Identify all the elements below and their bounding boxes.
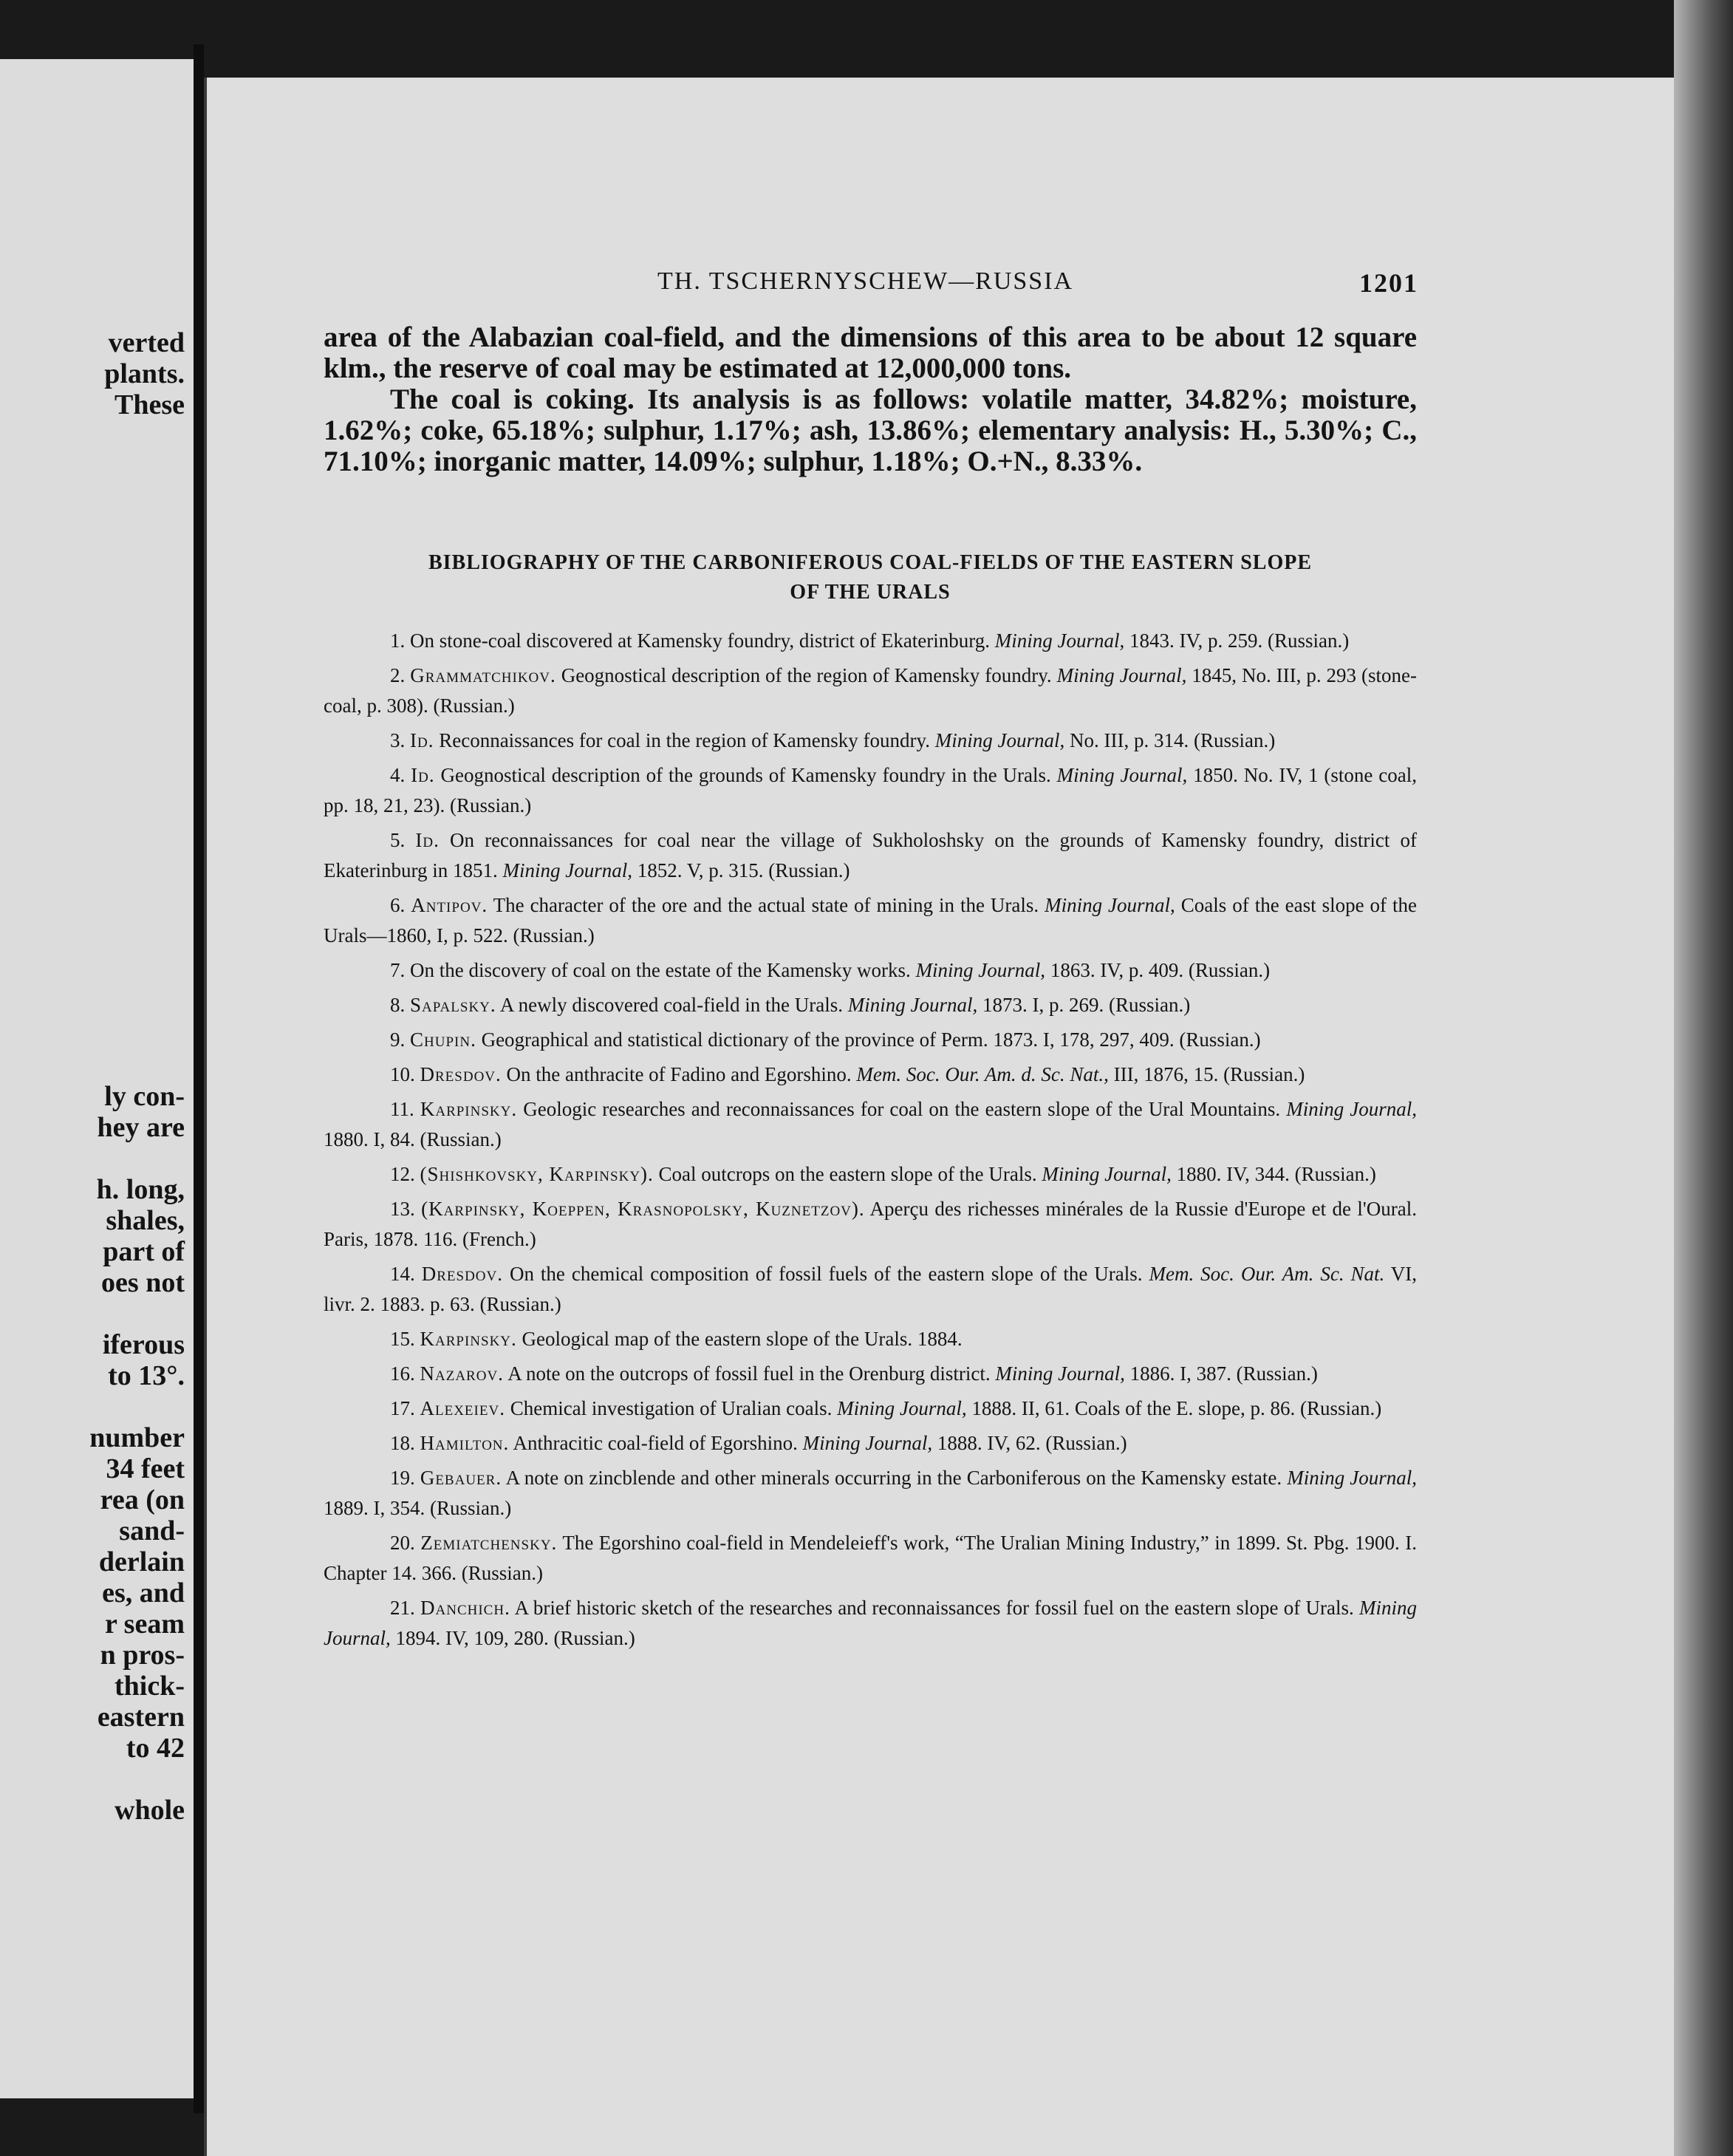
entry-author: Grammatchikov. xyxy=(410,664,556,686)
entry-author: Gebauer. xyxy=(420,1467,502,1489)
entry-details: 1880. IV, 344. (Russian.) xyxy=(1176,1163,1376,1185)
entry-author: Danchich. xyxy=(420,1597,510,1619)
entry-number: 4. xyxy=(390,764,406,786)
entry-details: 1852. V, p. 315. (Russian.) xyxy=(637,859,850,881)
entry-journal: Mining Journal, xyxy=(1056,764,1188,786)
entry-title: The Egorshino coal-field in Mendeleieff's work, “The Uralian Mining Industry,” in 1899. St. Pbg. 1900. I. Chapter 14. 366. xyxy=(324,1532,1418,1584)
entry-title: On reconnaissances for coal near the village of Sukholoshsky on the grounds of Kamensky foundry, district of Ekaterinburg in 1851. xyxy=(324,829,1418,881)
entry-details: No. III, p. 314. (Russian.) xyxy=(1070,729,1276,751)
entry-author: Alexeiev. xyxy=(420,1397,505,1419)
entry-author: Nazarov. xyxy=(420,1362,504,1385)
entry-author: Karpinsky. xyxy=(420,1328,517,1350)
bibliography-entry xyxy=(324,955,1417,986)
entry-author: Zemiatchensky. xyxy=(420,1532,558,1554)
entry-number: 21. xyxy=(390,1597,415,1619)
entry-journal: Mining Journal, xyxy=(994,630,1125,652)
entry-title: Geognostical description of the region of Kamensky foundry. xyxy=(561,664,1052,686)
entry-journal: Mining Journal, xyxy=(1042,1163,1172,1185)
entry-number: 20. xyxy=(390,1532,415,1554)
entry-number: 8. xyxy=(390,994,406,1016)
left-text-line: h. long, xyxy=(96,1174,185,1205)
entry-title: Geographical and statistical dictionary of the province of Perm. xyxy=(481,1028,988,1051)
entry-title: A newly discovered coal-field in the Urals. xyxy=(499,994,844,1016)
left-text-line: shales, xyxy=(106,1205,185,1236)
left-text-line: sand- xyxy=(119,1515,185,1546)
entry-title: Aperçu des richesses minérales de la Russie d'Europe et de l'Oural. Paris, 1878. 116. xyxy=(324,1198,1417,1250)
page-edge-shadow xyxy=(1674,0,1733,2156)
left-text-line: whole xyxy=(114,1795,185,1826)
entry-number: 12. xyxy=(390,1163,415,1185)
entry-number: 17. xyxy=(390,1397,415,1419)
left-text-line: eastern xyxy=(97,1702,185,1733)
entry-number: 6. xyxy=(390,894,406,916)
entry-journal: Mining Journal, xyxy=(502,859,632,881)
bibliography-entry xyxy=(324,1194,1417,1255)
bibliography-list xyxy=(324,626,1417,1658)
entry-author: (Shishkovsky, Karpinsky). xyxy=(420,1163,654,1185)
left-text-line: part of xyxy=(103,1236,185,1267)
entry-journal: Mining Journal, xyxy=(802,1432,933,1454)
entry-journal: Mining Journal, xyxy=(847,994,978,1016)
left-text-line: hey are xyxy=(97,1112,185,1143)
bibliography-entry xyxy=(324,1593,1417,1654)
bibliography-entry xyxy=(324,661,1417,721)
entry-details: 1845, No. III, p. 293 (stone-coal, p. 308). (Russian.) xyxy=(324,664,1417,717)
entry-title: Chemical investigation of Uralian coals. xyxy=(510,1397,833,1419)
bibliography-entry xyxy=(324,1060,1417,1090)
bibliography-entry xyxy=(324,990,1417,1020)
bibliography-entry xyxy=(324,1094,1417,1155)
entry-journal: Mining Journal, xyxy=(995,1362,1125,1385)
entry-author: Id. xyxy=(415,829,440,851)
left-text-line: oes not xyxy=(101,1267,185,1298)
bibliography-entry xyxy=(324,760,1417,821)
bibliography-entry xyxy=(324,890,1417,951)
entry-author: Id. xyxy=(410,729,434,751)
left-text-line: to 13°. xyxy=(108,1360,185,1391)
bibliography-entry xyxy=(324,1159,1417,1190)
left-text-line: number xyxy=(89,1422,185,1453)
entry-details: Coals of the east slope of the Urals—1860, I, p. 522. (Russian.) xyxy=(324,894,1417,946)
entry-number: 9. xyxy=(390,1028,406,1051)
entry-details: (French.) xyxy=(462,1228,536,1250)
left-text-line: plants. xyxy=(104,358,185,389)
running-head: TH. TSCHERNYSCHEW—RUSSIA xyxy=(657,267,1074,295)
entry-number: 5. xyxy=(390,829,406,851)
entry-details: 1888. II, 61. Coals of the E. slope, p. 86. (Russian.) xyxy=(971,1397,1382,1419)
entry-journal: Mining Journal, xyxy=(1286,1098,1418,1120)
entry-title: On the chemical composition of fossil fuels of the eastern slope of the Urals. xyxy=(509,1263,1143,1285)
bibliography-entry xyxy=(324,626,1417,656)
entry-journal: Mem. Soc. Our. Am. Sc. Nat. xyxy=(1149,1263,1385,1285)
entry-title: A note on zincblende and other minerals occurring in the Carboniferous on the Kamensky estate. xyxy=(505,1467,1282,1489)
entry-details: (Russian.) xyxy=(461,1562,543,1584)
entry-journal: Mem. Soc. Our. Am. d. Sc. Nat., xyxy=(856,1063,1109,1085)
entry-details: 1843. IV, p. 259. (Russian.) xyxy=(1129,630,1350,652)
entry-author: Sapalsky. xyxy=(410,994,496,1016)
bibliography-entry xyxy=(324,1393,1417,1424)
left-text-line: thick- xyxy=(114,1671,185,1702)
entry-title: The character of the ore and the actual state of mining in the Urals. xyxy=(493,894,1039,916)
bibliography-entry xyxy=(324,1463,1417,1524)
entry-journal: Mining Journal, xyxy=(837,1397,967,1419)
page-number: 1201 xyxy=(1359,268,1418,298)
bibliography-title-line: OF THE URALS xyxy=(790,581,951,604)
bibliography-entry xyxy=(324,1528,1417,1589)
entry-author: (Karpinsky, Koeppen, Krasnopolsky, Kuznetzov). xyxy=(421,1198,865,1220)
bibliography-title xyxy=(324,548,1417,607)
entry-number: 10. xyxy=(390,1063,415,1085)
entry-details: 1880. I, 84. (Russian.) xyxy=(324,1128,502,1150)
entry-title: On the discovery of coal on the estate of the Kamensky works. xyxy=(410,959,911,981)
entry-journal: Mining Journal, xyxy=(1287,1467,1418,1489)
entry-number: 16. xyxy=(390,1362,415,1385)
bibliography-entry xyxy=(324,1324,1417,1354)
entry-details: III, 1876, 15. (Russian.) xyxy=(1113,1063,1305,1085)
bibliography-entry xyxy=(324,1259,1417,1320)
entry-details: 1863. IV, p. 409. (Russian.) xyxy=(1050,959,1271,981)
entry-details: 1888. IV, 62. (Russian.) xyxy=(937,1432,1127,1454)
entry-author: Hamilton. xyxy=(420,1432,510,1454)
entry-author: Dresdov. xyxy=(421,1263,503,1285)
entry-title: On the anthracite of Fadino and Egorshino. xyxy=(506,1063,852,1085)
left-text-line: r seam xyxy=(105,1609,185,1640)
entry-details: 1889. I, 354. (Russian.) xyxy=(324,1497,512,1519)
entry-details: 1850. No. IV, 1 (stone coal, pp. 18, 21, 23). (Russian.) xyxy=(324,764,1418,816)
bibliography-entry xyxy=(324,825,1417,886)
entry-journal: Mining Journal, xyxy=(1056,664,1187,686)
left-text-line: verted xyxy=(108,327,185,358)
entry-number: 13. xyxy=(390,1198,415,1220)
entry-title: On stone-coal discovered at Kamensky foundry, district of Ekaterinburg. xyxy=(410,630,991,652)
bibliography-entry xyxy=(324,1025,1417,1055)
bibliography-entry xyxy=(324,1428,1417,1459)
body-paragraph: The coal is coking. Its analysis is as follows: volatile matter, 34.82%; moisture, 1.62%; coke, 65.18%; sulphur, 1.17%; ash, 13.86%; elementary analysis: H., 5.30%; C., 71.10%; inorganic matter, 14.09%; sulphur, 1.18%; O.+N., 8.33%. xyxy=(324,383,1417,477)
entry-author: Dresdov. xyxy=(420,1063,502,1085)
left-text-line: rea (on xyxy=(100,1484,185,1515)
entry-number: 15. xyxy=(390,1328,415,1350)
entry-details: 1873. I, p. 269. (Russian.) xyxy=(982,994,1191,1016)
entry-author: Karpinsky. xyxy=(420,1098,518,1120)
entry-number: 19. xyxy=(390,1467,415,1489)
left-text-line: derlain xyxy=(98,1546,185,1577)
entry-details: VI, livr. 2. 1883. p. 63. (Russian.) xyxy=(324,1263,1418,1315)
entry-title: Coal outcrops on the eastern slope of the Urals. xyxy=(658,1163,1037,1185)
entry-title: Geologic researches and reconnaissances for coal on the eastern slope of the Ural Mountains. xyxy=(523,1098,1281,1120)
entry-number: 2. xyxy=(390,664,406,686)
entry-title: A note on the outcrops of fossil fuel in the Orenburg district. xyxy=(507,1362,991,1385)
entry-number: 11. xyxy=(390,1098,414,1120)
entry-author: Antipov. xyxy=(411,894,488,916)
entry-number: 3. xyxy=(390,729,406,751)
entry-title: Geognostical description of the grounds of Kamensky foundry in the Urals. xyxy=(440,764,1051,786)
left-text-line: iferous xyxy=(102,1329,185,1360)
left-text-line: These xyxy=(114,389,185,420)
left-text-line: n pros- xyxy=(100,1640,185,1671)
entry-title: Reconnaissances for coal in the region of Kamensky foundry. xyxy=(439,729,931,751)
entry-author: Chupin. xyxy=(410,1028,476,1051)
entry-journal: Mining Journal, xyxy=(934,729,1065,751)
entry-details: 1894. IV, 109, 280. (Russian.) xyxy=(395,1627,635,1649)
entry-journal: Mining Journal, xyxy=(1045,894,1175,916)
entry-number: 7. xyxy=(390,959,406,981)
entry-title: A brief historic sketch of the researches and reconnaissances for fossil fuel on the eastern slope of Urals. xyxy=(514,1597,1354,1619)
entry-number: 14. xyxy=(390,1263,415,1285)
entry-journal: Mining Journal, xyxy=(324,1597,1418,1649)
entry-number: 1. xyxy=(390,630,406,652)
entry-title: Anthracitic coal-field of Egorshino. xyxy=(513,1432,798,1454)
left-text-line: to 42 xyxy=(126,1733,185,1764)
entry-details: 1873. I, 178, 297, 409. (Russian.) xyxy=(993,1028,1261,1051)
bibliography-entry xyxy=(324,726,1417,756)
entry-title: Geological map of the eastern slope of the Urals. xyxy=(522,1328,913,1350)
body-paragraph: area of the Alabazian coal-field, and the dimensions of this area to be about 12 square klm., the reserve of coal may be estimated at 12,000,000 tons. xyxy=(324,321,1417,384)
left-text-line: 34 feet xyxy=(106,1453,185,1484)
bibliography-entry xyxy=(324,1359,1417,1389)
body-text xyxy=(324,322,1417,477)
entry-author: Id. xyxy=(411,764,435,786)
entry-details: 1886. I, 387. (Russian.) xyxy=(1129,1362,1318,1385)
entry-details: 1884. xyxy=(917,1328,963,1350)
entry-number: 18. xyxy=(390,1432,415,1454)
bibliography-title-line: BIBLIOGRAPHY OF THE CARBONIFEROUS COAL-FIELDS OF THE EASTERN SLOPE xyxy=(428,551,1313,574)
left-text-line: es, and xyxy=(102,1577,185,1609)
entry-journal: Mining Journal, xyxy=(915,959,1046,981)
left-page-fragment xyxy=(0,59,198,2098)
left-text-line: ly con- xyxy=(104,1081,185,1112)
book-gutter xyxy=(194,44,204,2113)
